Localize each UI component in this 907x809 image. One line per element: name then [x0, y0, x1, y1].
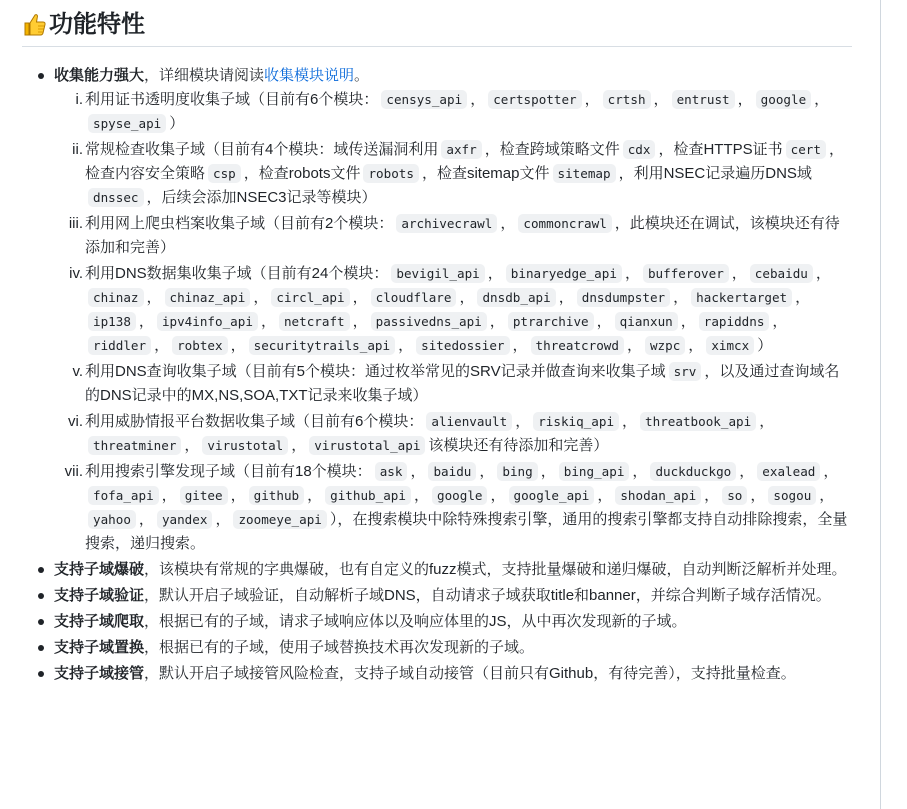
- item-text: ，: [230, 337, 246, 354]
- item-text: ，: [540, 463, 556, 480]
- item-text: ，: [410, 463, 426, 480]
- module-name-code: zoomeye_api: [233, 510, 326, 529]
- feature-text: 。: [354, 67, 370, 84]
- item-text: ，: [512, 337, 528, 354]
- item-text: ，: [558, 289, 574, 306]
- module-name-code: bing_api: [559, 462, 630, 481]
- module-name-code: dnsdb_api: [477, 288, 555, 307]
- feature-text: ，默认开启子域验证，自动解析子域DNS，自动请求子域获取title和banner，并综合判断子域存活情况。: [144, 587, 831, 604]
- item-text: ，检查跨域策略文件: [484, 141, 620, 158]
- collection-method-list: [54, 88, 852, 556]
- feature-item-crawl: [54, 610, 852, 634]
- module-name-code: netcraft: [279, 312, 350, 331]
- item-text: ，: [253, 289, 269, 306]
- item-text: ，: [489, 313, 505, 330]
- module-name-code: dnsdumpster: [577, 288, 670, 307]
- module-name-code: bevigil_api: [391, 264, 484, 283]
- module-name-code: robtex: [172, 336, 228, 355]
- module-name-code: circl_api: [271, 288, 349, 307]
- item-text: ，: [146, 289, 162, 306]
- module-name-code: ipv4info_api: [157, 312, 258, 331]
- item-text: ，: [230, 487, 246, 504]
- list-marker: ii.: [72, 141, 83, 158]
- feature-item-collection: [54, 64, 852, 556]
- list-marker: vi.: [68, 413, 83, 430]
- item-text: ，: [161, 487, 177, 504]
- module-name-code: baidu: [428, 462, 476, 481]
- module-name-code: threatbook_api: [640, 412, 756, 431]
- item-text: ，: [823, 463, 839, 480]
- module-name-code: ask: [375, 462, 408, 481]
- item-text: ，: [470, 91, 486, 108]
- module-name-code: chinaz_api: [165, 288, 251, 307]
- module-name-code: gitee: [180, 486, 228, 505]
- item-text: ，: [680, 313, 696, 330]
- item-text: ）: [757, 337, 773, 354]
- module-name-code: passivedns_api: [371, 312, 487, 331]
- module-name-code: bufferover: [643, 264, 729, 283]
- item-text: ，: [597, 487, 613, 504]
- item-text: ，: [291, 437, 307, 454]
- collection-method-item: [72, 360, 852, 408]
- module-name-code: commoncrawl: [518, 214, 611, 233]
- feature-title: 支持子域验证: [54, 587, 145, 604]
- module-name-code: so: [722, 486, 747, 505]
- module-name-code: duckduckgo: [650, 462, 736, 481]
- collection-method-item: [64, 460, 852, 556]
- item-text: ，: [819, 487, 835, 504]
- feature-text: ，该模块有常规的字典爆破，也有自定义的fuzz模式，支持批量爆破和递归爆破，自动判断泛解析并处理。: [144, 561, 847, 578]
- item-text: ，检查robots文件: [243, 165, 361, 182]
- module-name-code: yahoo: [88, 510, 136, 529]
- feature-text: ，默认开启子域接管风险检查，支持子域自动接管（目前只有Github，有待完善），支持批量检查。: [144, 665, 796, 682]
- item-text: ，: [737, 91, 753, 108]
- module-name-code: rapiddns: [699, 312, 770, 331]
- module-name-code: srv: [669, 362, 702, 381]
- module-name-code: ip138: [88, 312, 136, 331]
- feature-item-bruteforce: [54, 558, 852, 582]
- module-name-code: chinaz: [88, 288, 144, 307]
- module-name-code: crtsh: [603, 90, 651, 109]
- readme-content: [22, 0, 852, 688]
- module-name-code: github_api: [325, 486, 411, 505]
- item-text: ，: [584, 91, 600, 108]
- scrollbar-track[interactable]: [880, 0, 907, 809]
- module-name-code: cdx: [623, 140, 656, 159]
- item-text: ，后续会添加NSEC3记录等模块）: [146, 189, 377, 206]
- module-name-code: virustotal_api: [309, 436, 425, 455]
- module-name-code: sitedossier: [416, 336, 509, 355]
- module-name-code: dnssec: [88, 188, 144, 207]
- module-name-code: archivecrawl: [396, 214, 497, 233]
- item-text: ，: [413, 487, 429, 504]
- module-name-code: cloudflare: [371, 288, 457, 307]
- item-text: ，: [515, 413, 531, 430]
- item-text: 利用威胁情报平台数据收集子域（目前有6个模块：: [85, 413, 424, 430]
- item-text: 利用证书透明度收集子域（目前有6个模块：: [85, 91, 379, 108]
- item-text: ，: [154, 337, 170, 354]
- item-text: 利用网上爬虫档案收集子域（目前有2个模块：: [85, 215, 394, 232]
- module-name-code: virustotal: [202, 436, 288, 455]
- collection-method-item: [75, 88, 852, 136]
- item-text: ，: [673, 289, 689, 306]
- item-text: 该模块还有待添加和完善）: [428, 437, 609, 454]
- item-text: 利用DNS数据集收集子域（目前有24个模块：: [85, 265, 389, 282]
- item-text: ，: [352, 313, 368, 330]
- item-text: ，: [479, 463, 495, 480]
- item-text: ，: [750, 487, 766, 504]
- module-name-code: google_api: [509, 486, 595, 505]
- module-name-code: threatcrowd: [531, 336, 624, 355]
- module-name-code: spyse_api: [88, 114, 166, 133]
- item-text: ，: [632, 463, 648, 480]
- item-text: 常规检查收集子域（目前有4个模块：域传送漏洞利用: [85, 141, 439, 158]
- item-text: ，: [772, 313, 788, 330]
- item-text: ，: [138, 511, 154, 528]
- module-name-code: threatminer: [88, 436, 181, 455]
- item-text: ，利用NSEC记录遍历DNS域: [618, 165, 812, 182]
- item-text: ，: [307, 487, 323, 504]
- item-text: ，: [352, 289, 368, 306]
- item-text: ，此模块还在调试，该模块还有待添加和完善）: [85, 215, 840, 256]
- item-text: ，: [653, 91, 669, 108]
- module-name-code: cert: [786, 140, 826, 159]
- item-text: ，: [138, 313, 154, 330]
- item-text: ，: [626, 337, 642, 354]
- module-name-code: yandex: [157, 510, 213, 529]
- module-name-code: censys_api: [381, 90, 467, 109]
- module-name-code: securitytrails_api: [249, 336, 395, 355]
- module-name-code: riskiq_api: [533, 412, 619, 431]
- collection-method-item: [68, 212, 852, 260]
- item-text: ，: [459, 289, 475, 306]
- item-text: ，: [739, 463, 755, 480]
- item-text: ，: [731, 265, 747, 282]
- module-name-code: robots: [363, 164, 419, 183]
- list-marker: iv.: [69, 265, 83, 282]
- collection-modules-link[interactable]: 收集模块说明: [264, 67, 355, 84]
- list-marker: v.: [72, 363, 83, 380]
- feature-title: 收集能力强大: [54, 67, 145, 84]
- feature-item-verify: [54, 584, 852, 608]
- module-name-code: sogou: [768, 486, 816, 505]
- feature-title: 支持子域爆破: [54, 561, 145, 578]
- item-text: 利用DNS查询收集子域（目前有5个模块：通过枚举常见的SRV记录并做查询来收集子域: [85, 363, 666, 380]
- item-text: ，: [487, 265, 503, 282]
- list-marker: i.: [75, 91, 83, 108]
- module-name-code: alienvault: [426, 412, 512, 431]
- list-marker: vii.: [64, 463, 83, 480]
- item-text: ，: [398, 337, 414, 354]
- item-text: ，: [215, 511, 231, 528]
- list-marker: iii.: [68, 215, 83, 232]
- feature-text: ，根据已有的子域，请求子域响应体以及响应体里的JS，从中再次发现新的子域。: [144, 613, 687, 630]
- collection-method-item: [68, 410, 852, 458]
- module-name-code: google: [756, 90, 812, 109]
- module-name-code: csp: [208, 164, 241, 183]
- module-name-code: shodan_api: [615, 486, 701, 505]
- module-name-code: google: [432, 486, 488, 505]
- thumbs-up-icon: [22, 12, 48, 38]
- module-name-code: binaryedge_api: [506, 264, 622, 283]
- item-text: ，: [490, 487, 506, 504]
- module-name-code: sitemap: [553, 164, 616, 183]
- item-text: 利用搜索引擎发现子域（目前有18个模块：: [85, 463, 372, 480]
- item-text: ，: [688, 337, 704, 354]
- module-name-code: wzpc: [645, 336, 685, 355]
- item-text: ）: [169, 115, 185, 132]
- module-name-code: qianxun: [615, 312, 678, 331]
- module-name-code: hackertarget: [691, 288, 792, 307]
- item-text: ，: [260, 313, 276, 330]
- item-text: ，以及通过查询域名的DNS记录中的MX,NS,SOA,TXT记录来收集子域）: [85, 363, 840, 404]
- module-name-code: axfr: [441, 140, 481, 159]
- item-text: ，: [622, 413, 638, 430]
- module-name-code: entrust: [672, 90, 735, 109]
- section-title: 功能特性: [49, 11, 145, 38]
- module-name-code: github: [249, 486, 305, 505]
- item-text: ，: [795, 289, 811, 306]
- module-name-code: bing: [497, 462, 537, 481]
- feature-text: ，详细模块请阅读: [144, 67, 265, 84]
- module-name-code: ximcx: [706, 336, 754, 355]
- item-text: ，: [814, 91, 830, 108]
- feature-title: 支持子域置换: [54, 639, 145, 656]
- module-name-code: certspotter: [488, 90, 581, 109]
- feature-list: [22, 64, 852, 686]
- module-name-code: fofa_api: [88, 486, 159, 505]
- feature-item-takeover: [54, 662, 852, 686]
- item-text: ，: [500, 215, 516, 232]
- collection-method-item: [69, 262, 852, 358]
- feature-item-permutation: [54, 636, 852, 660]
- feature-title: 支持子域接管: [54, 665, 145, 682]
- item-text: ，: [624, 265, 640, 282]
- section-heading: [22, 0, 852, 47]
- module-name-code: riddler: [88, 336, 151, 355]
- feature-text: ，根据已有的子域，使用子域替换技术再次发现新的子域。: [144, 639, 535, 656]
- item-text: ），在搜索模块中除特殊搜索引擎，通用的搜索引擎都支持自动排除搜索，全量搜索，递归搜索。: [85, 511, 848, 552]
- module-name-code: cebaidu: [750, 264, 813, 283]
- feature-title: 支持子域爬取: [54, 613, 145, 630]
- item-text: ，: [815, 265, 831, 282]
- item-text: ，: [759, 413, 775, 430]
- collection-method-item: [72, 138, 852, 210]
- item-text: ，: [704, 487, 720, 504]
- item-text: ，: [596, 313, 612, 330]
- item-text: ，检查sitemap文件: [421, 165, 550, 182]
- item-text: ，检查HTTPS证书: [658, 141, 783, 158]
- module-name-code: ptrarchive: [508, 312, 594, 331]
- module-name-code: exalead: [757, 462, 820, 481]
- item-text: ，检查内容安全策略: [85, 141, 844, 182]
- item-text: ，: [184, 437, 200, 454]
